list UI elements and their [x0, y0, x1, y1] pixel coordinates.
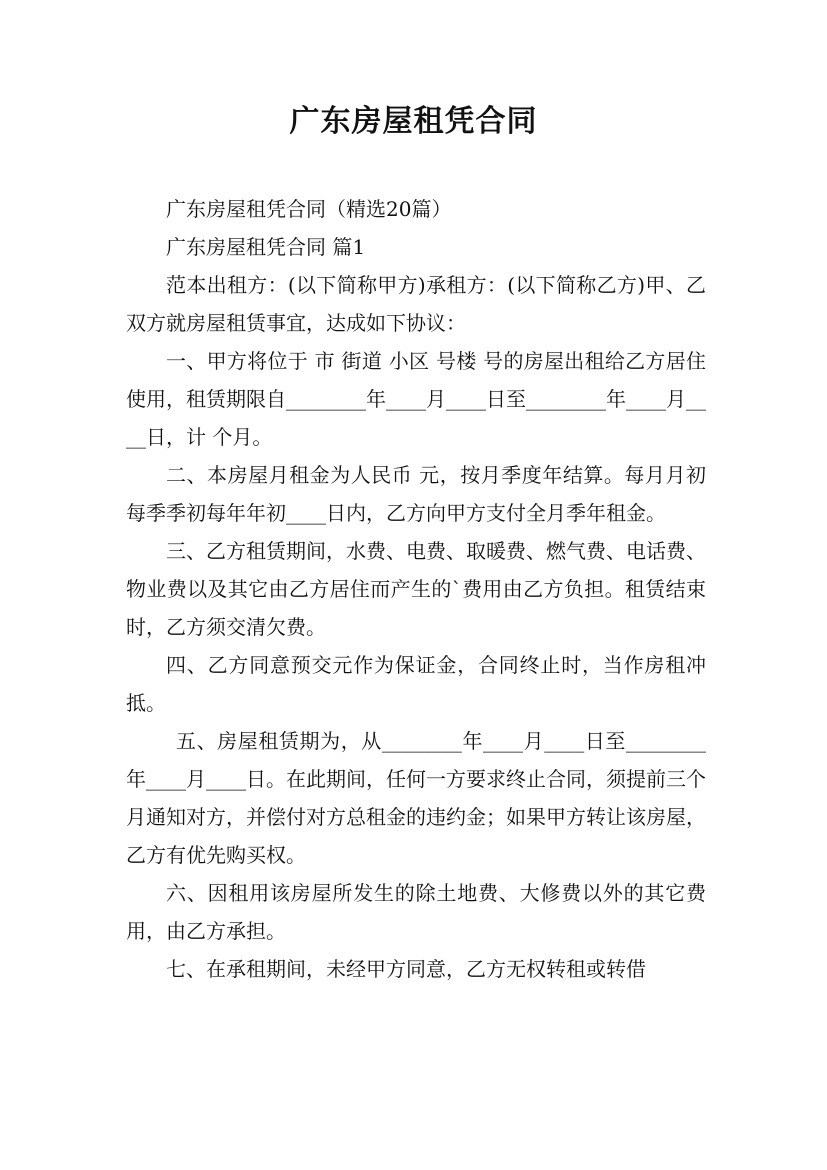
paragraph-clause-1: 一、甲方将位于 市 街道 小区 号楼 号的房屋出租给乙方居住使用，租赁期限自________年____月____日至________年____月____日，计 个月。: [126, 349, 706, 449]
paragraph-clause-7: 七、在承租期间，未经甲方同意，乙方无权转租或转借: [166, 957, 646, 981]
paragraph-clause-3: 三、乙方租赁期间，水费、电费、取暖费、燃气费、电话费、物业费以及其它由乙方居住而产生的`费用由乙方负担。租赁结束时，乙方须交清欠费。: [126, 539, 706, 639]
paragraph-clause-6: 六、因租用该房屋所发生的除土地费、大修费以外的其它费用，由乙方承担。: [126, 881, 706, 943]
paragraph-section-heading: 广东房屋租凭合同 篇1: [166, 235, 366, 259]
paragraph-parties: 范本出租方：(以下简称甲方)承租方：(以下简称乙方)甲、乙双方就房屋租赁事宜，达成如下协议：: [126, 273, 706, 335]
paragraph-clause-4: 四、乙方同意预交元作为保证金，合同终止时，当作房租冲抵。: [126, 653, 706, 715]
document-title: 广东房屋租凭合同: [289, 104, 538, 139]
document-body: [126, 190, 706, 988]
paragraph-clause-2: 二、本房屋月租金为人民币 元，按月季度年结算。每月月初每季季初每年年初____日内，乙方向甲方支付全月季年租金。: [126, 463, 706, 525]
paragraph-subtitle: 广东房屋租凭合同（精选20篇）: [166, 197, 452, 221]
paragraph-clause-5: 五、房屋租赁期为，从________年____月____日至________年____月____日。在此期间，任何一方要求终止合同，须提前三个月通知对方，并偿付对方总租金的违约金；如果甲方转让该房屋，乙方有优先购买权。: [126, 729, 706, 867]
